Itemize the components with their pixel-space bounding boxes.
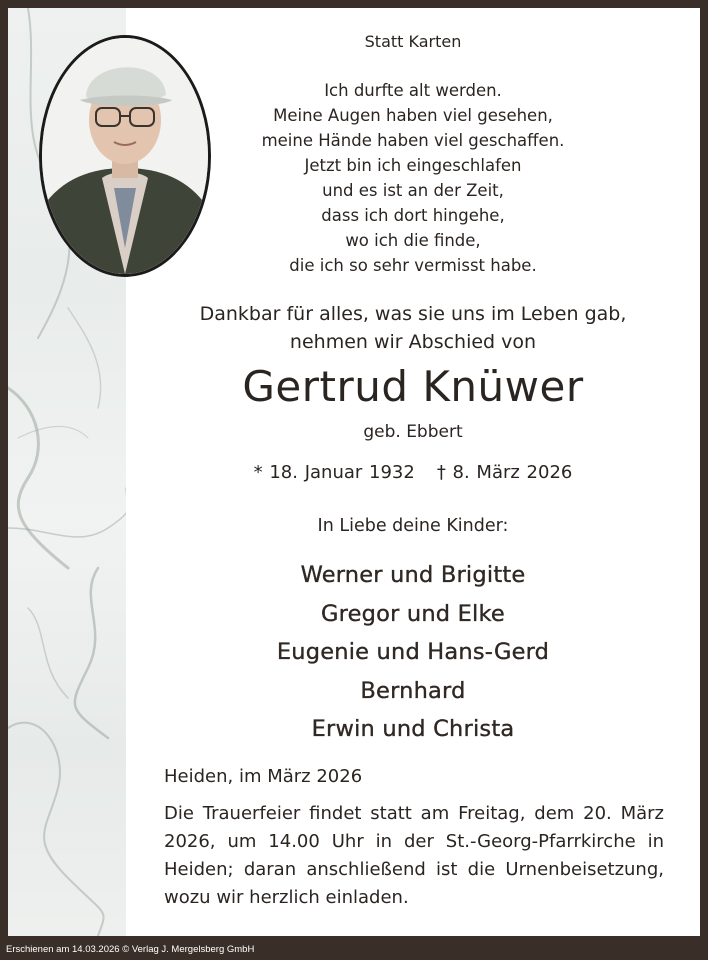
statt-karten-heading: Statt Karten [364, 32, 462, 51]
poem-line: und es ist an der Zeit, [322, 181, 504, 200]
family-intro: In Liebe deine Kinder: [317, 516, 509, 536]
family-member: Werner und Brigitte [300, 562, 526, 588]
poem [126, 78, 700, 278]
maiden-name: geb. Ebbert [363, 422, 463, 442]
service-text: Die Trauerfeier findet statt am Freitag, dem 20. März 2026, um 14.00 Uhr in der St.-Georg-Pfarrkirche in Heiden; daran anschließend ist die Urnenbeisetzung, wozu wir herzlich einladen. [164, 803, 664, 908]
family-member: Erwin und Christa [311, 716, 515, 742]
farewell-line: nehmen wir Abschied von [289, 331, 537, 353]
birth-date: * 18. Januar 1932 [253, 462, 415, 483]
poem-line: Meine Augen haben viel gesehen, [273, 106, 553, 125]
family-member: Gregor und Elke [321, 600, 505, 627]
poem-line: Jetzt bin ich eingeschlafen [304, 156, 522, 175]
obituary-content [126, 8, 700, 936]
poem-line: meine Hände haben viel geschaffen. [261, 131, 565, 150]
obituary-card [8, 8, 700, 936]
family-list [126, 556, 700, 749]
poem-line: Ich durfte alt werden. [324, 81, 502, 100]
family-member: Bernhard [360, 677, 466, 704]
death-date: † 8. März 2026 [436, 462, 573, 483]
gratitude-line: Dankbar für alles, was sie uns im Leben gab, [199, 303, 627, 325]
poem-line: dass ich dort hingehe, [321, 206, 505, 225]
life-dates [126, 462, 700, 483]
poem-line: wo ich die finde, [345, 231, 481, 250]
publication-footer: Erschienen am 14.03.2026 © Verlag J. Mergelsberg GmbH [6, 944, 255, 955]
family-member: Eugenie und Hans-Gerd [276, 639, 550, 665]
gratitude-intro [126, 300, 700, 356]
deceased-name: Gertrud Knüwer [242, 362, 584, 411]
place-date: Heiden, im März 2026 [164, 766, 363, 787]
poem-line: die ich so sehr vermisst habe. [289, 256, 537, 275]
